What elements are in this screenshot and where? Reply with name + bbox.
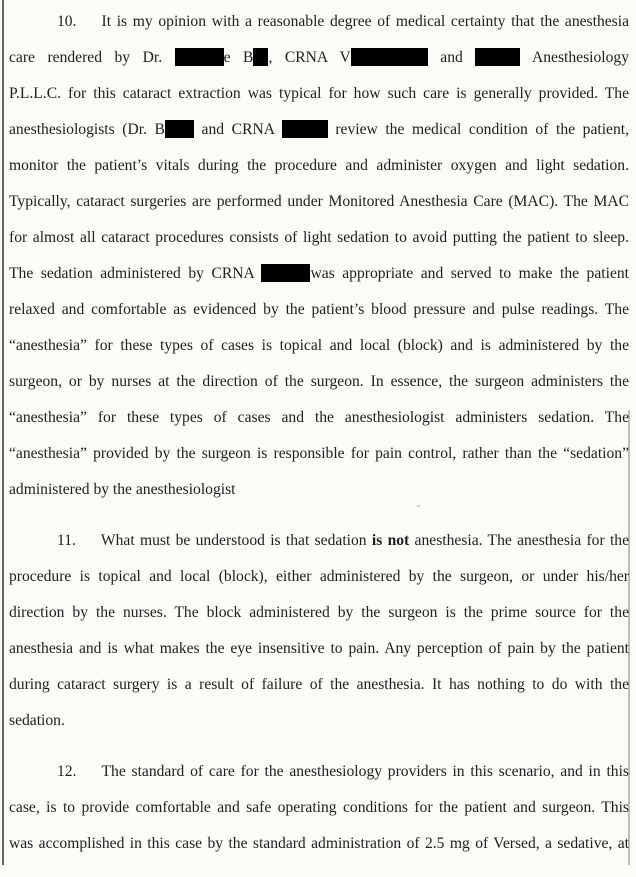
redaction-bar: [475, 48, 520, 66]
redaction-bar: [175, 48, 224, 66]
paragraph-number: 11.: [57, 532, 76, 549]
text-line: administered by the anesthesiologist: [9, 481, 236, 498]
text-line: “anesthesia” provided by the surgeon is responsible for pain control, rather than the “sedation”: [9, 445, 629, 462]
text-line: “anesthesia” for these types of cases is topical and local (block) and is administered by the: [9, 337, 629, 354]
paragraph-number: 12.: [57, 763, 77, 780]
redaction-bar: [253, 48, 268, 66]
document-content: [9, 4, 629, 877]
redaction-bar: [165, 120, 194, 138]
text-line: sedation.: [9, 712, 65, 729]
text-line: care rendered by Dr. e B , CRNA V and Anesthesiology: [9, 49, 629, 66]
text-line: relaxed and comfortable as evidenced by the patient’s blood pressure and pulse readings. The: [9, 301, 629, 318]
text-line: case, is to provide comfortable and safe operating conditions for the patient and surgeon. This: [9, 799, 629, 816]
text-line: anesthesiologists (Dr. B and CRNA review the medical condition of the patient,: [9, 121, 629, 138]
text-line: procedure is topical and local (block), either administered by the surgeon, or under his/her: [9, 568, 629, 585]
text-line: anesthesia and is what makes the eye insensitive to pain. Any perception of pain by the patient: [9, 640, 629, 657]
text-line: The sedation administered by CRNA was appropriate and served to make the patient: [9, 265, 629, 282]
paragraph-number: 10.: [57, 13, 77, 30]
redaction-bar: [282, 120, 328, 138]
text-line: 12. The standard of care for the anesthesiology providers in this scenario, and in this: [57, 763, 629, 780]
paragraph: [9, 754, 629, 862]
paragraph: [9, 523, 629, 739]
text-line: 10. It is my opinion with a reasonable degree of medical certainty that the anesthesia: [57, 13, 629, 30]
text-line: P.L.L.C. for this cataract extraction was typical for how such care is generally provided. The: [9, 85, 629, 102]
text-line: for almost all cataract procedures consists of light sedation to avoid putting the patient to sleep.: [9, 229, 629, 246]
redaction-bar: [261, 264, 310, 282]
text-line: Typically, cataract surgeries are performed under Monitored Anesthesia Care (MAC). The MAC: [9, 193, 629, 210]
text-line: was accomplished in this case by the standard administration of 2.5 mg of Versed, a sedative, at: [9, 835, 629, 852]
text-line: during cataract surgery is a result of failure of the anesthesia. It has nothing to do with the: [9, 676, 629, 693]
paragraph: [9, 4, 629, 508]
text-line: “anesthesia” for these types of cases and the anesthesiologist administers sedation. The: [9, 409, 629, 426]
redaction-bar: [351, 48, 428, 66]
text-line: surgeon, or by nurses at the direction of the surgeon. In essence, the surgeon administers the: [9, 373, 629, 390]
text-line: direction by the nurses. The block administered by the surgeon is the prime source for the: [9, 604, 629, 621]
text-line: 11. What must be understood is that sedation is not anesthesia. The anesthesia for the: [57, 532, 629, 549]
bold-text: is not: [371, 532, 410, 549]
text-line: monitor the patient’s vitals during the procedure and administer oxygen and light sedation.: [9, 157, 629, 174]
scan-left-edge-line: [2, 0, 4, 865]
